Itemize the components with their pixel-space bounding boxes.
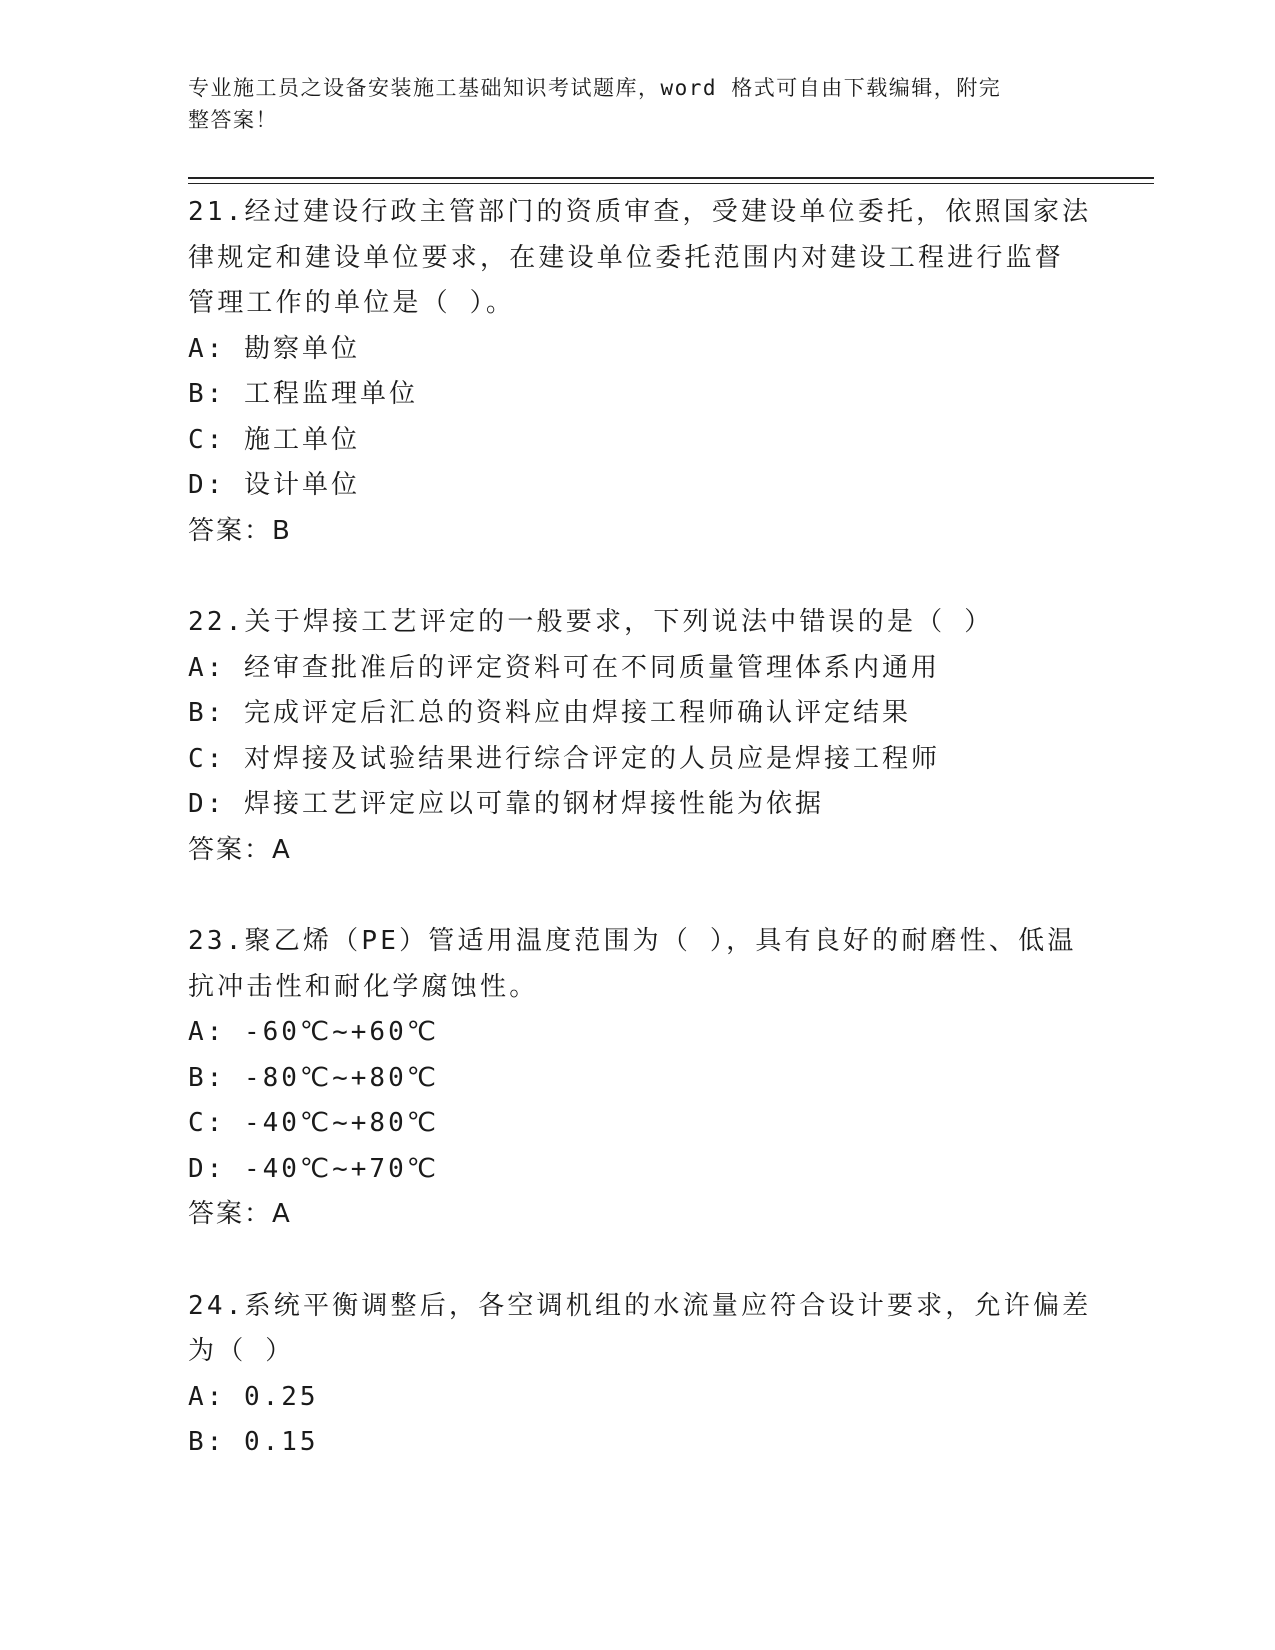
option-d: D: 设计单位 bbox=[188, 470, 360, 500]
header-divider-thin bbox=[188, 183, 1154, 184]
question-stem bbox=[188, 600, 1088, 646]
stem-line: 管理工作的单位是（ ）。 bbox=[188, 288, 516, 318]
option-b: B: 工程监理单位 bbox=[188, 379, 418, 409]
option-b: B: -80℃~+80℃ bbox=[188, 1062, 439, 1093]
stem-line: 24.系统平衡调整后，各空调机组的水流量应符合设计要求，允许偏差 bbox=[188, 1290, 1092, 1321]
option-d: D: 焊接工艺评定应以可靠的钢材焊接性能为依据 bbox=[188, 789, 824, 819]
answer: 答案：B bbox=[188, 515, 292, 546]
option-d: D: -40℃~+70℃ bbox=[188, 1153, 439, 1184]
question-21 bbox=[188, 190, 1092, 554]
document-header bbox=[188, 72, 1068, 136]
question-list bbox=[188, 190, 1092, 1512]
question-stem bbox=[188, 919, 1088, 1010]
option-b: B: 0.15 bbox=[188, 1427, 319, 1457]
stem-line: 22.关于焊接工艺评定的一般要求，下列说法中错误的是（ ） bbox=[188, 607, 994, 637]
option-c: C: 施工单位 bbox=[188, 424, 360, 455]
question-23 bbox=[188, 919, 1088, 1238]
header-divider bbox=[188, 177, 1154, 179]
stem-line: 为（ ） bbox=[188, 1336, 295, 1366]
question-24 bbox=[188, 1284, 1092, 1466]
stem-line: 21.经过建设行政主管部门的资质审查，受建设单位委托，依照国家法 bbox=[188, 197, 1092, 227]
option-a: A: 0.25 bbox=[188, 1381, 319, 1412]
option-a: A: 经审查批准后的评定资料可在不同质量管理体系内通用 bbox=[188, 652, 940, 683]
option-c: C: -40℃~+80℃ bbox=[188, 1108, 439, 1138]
question-stem bbox=[188, 190, 1092, 327]
option-a: A: 勘察单位 bbox=[188, 333, 360, 364]
question-22 bbox=[188, 600, 1088, 873]
option-b: B: 完成评定后汇总的资料应由焊接工程师确认评定结果 bbox=[188, 698, 911, 728]
answer: 答案：A bbox=[188, 834, 292, 865]
stem-line: 律规定和建设单位要求，在建设单位委托范围内对建设工程进行监督 bbox=[188, 242, 1065, 273]
header-line: 专业施工员之设备安装施工基础知识考试题库，word 格式可自由下载编辑，附完 bbox=[188, 76, 1002, 100]
option-a: A: -60℃~+60℃ bbox=[188, 1017, 439, 1047]
question-stem bbox=[188, 1284, 1092, 1375]
answer: 答案：A bbox=[188, 1199, 292, 1229]
stem-line: 23.聚乙烯（PE）管适用温度范围为（ ），具有良好的耐磨性、低温 bbox=[188, 926, 1077, 956]
header-line: 整答案！ bbox=[188, 108, 278, 132]
stem-line: 抗冲击性和耐化学腐蚀性。 bbox=[188, 971, 539, 1002]
option-c: C: 对焊接及试验结果进行综合评定的人员应是焊接工程师 bbox=[188, 743, 940, 774]
